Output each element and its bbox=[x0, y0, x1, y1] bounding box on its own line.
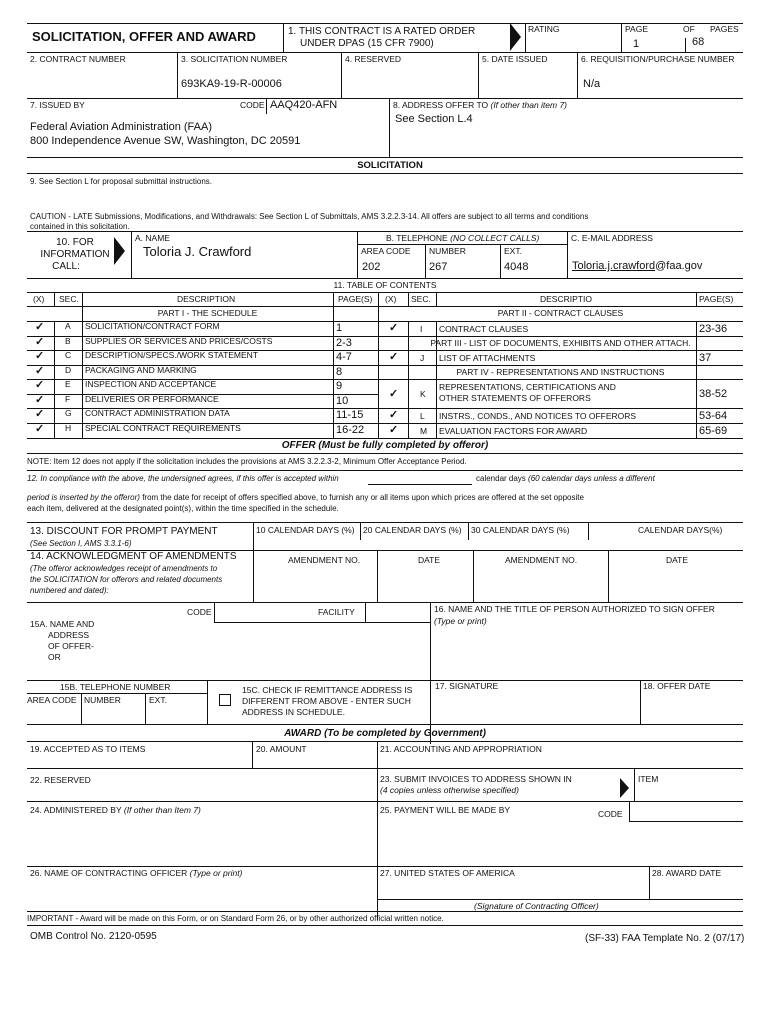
toc-pages-C: 4-7 bbox=[336, 351, 352, 363]
item26-label: 26. NAME OF CONTRACTING OFFICER (Type or print) bbox=[30, 868, 243, 878]
toc-pages-I: 23-36 bbox=[699, 323, 728, 335]
toc-sec-F: F bbox=[65, 394, 71, 404]
toc-sec-C: C bbox=[65, 350, 72, 360]
toc-col-sec-right: SEC. bbox=[411, 294, 431, 304]
toc-sec-A: A bbox=[65, 321, 71, 331]
item16-label: 16. NAME AND THE TITLE OF PERSON AUTHORIZED TO SIGN OFFER bbox=[434, 604, 715, 614]
discount-label: 13. DISCOUNT FOR PROMPT PAYMENT bbox=[30, 526, 218, 537]
discount-note: (See Section I, AMS 3.3.1-6) bbox=[30, 539, 132, 548]
item12-line3: each item, delivered at the designated point(s), within the time specified in the schedule. bbox=[27, 504, 339, 513]
disc-10-label[interactable]: 10 CALENDAR DAYS (%) bbox=[256, 525, 355, 535]
rated-order-label: 1. THIS CONTRACT IS A RATED ORDER bbox=[288, 26, 476, 37]
item12-calendar: calendar days (60 calendar days unless a different bbox=[476, 474, 655, 483]
arrow-right-icon bbox=[114, 237, 125, 265]
facility-label: FACILITY bbox=[318, 607, 355, 617]
solicitation-heading: SOLICITATION bbox=[357, 160, 423, 171]
toc-col-desc: DESCRIPTION bbox=[177, 294, 236, 304]
number-value[interactable]: 267 bbox=[429, 261, 448, 273]
toc-check-L[interactable]: ✓ bbox=[389, 409, 399, 421]
toc-desc-J: LIST OF ATTACHMENTS bbox=[439, 353, 536, 363]
item22-label: 22. RESERVED bbox=[30, 775, 91, 785]
caution-text: CAUTION - LATE Submissions, Modifications, and Withdrawals: See Section L of Submittals, AMS 3.2.2.3-14. All offers are subject to all terms and conditions bbox=[30, 212, 589, 221]
toc-sec-H: H bbox=[65, 423, 72, 433]
remittance-label: 15C. CHECK IF REMITTANCE ADDRESS IS bbox=[242, 685, 413, 695]
area-code-value[interactable]: 202 bbox=[362, 261, 381, 273]
toc-pages-H: 16-22 bbox=[336, 424, 365, 436]
toc-check-G[interactable]: ✓ bbox=[35, 408, 45, 420]
toc-desc-B: SUPPLIES OR SERVICES AND PRICES/COSTS bbox=[85, 336, 273, 346]
pages-value[interactable]: 68 bbox=[692, 36, 705, 48]
item12-text: 12. In compliance with the above, the undersigned agrees, if this offer is accepted within bbox=[27, 474, 339, 483]
toc-col-x-right: (X) bbox=[385, 294, 397, 304]
remittance-label-2: DIFFERENT FROM ABOVE - ENTER SUCH bbox=[242, 696, 411, 706]
toc-pages-D: 8 bbox=[336, 366, 343, 378]
solicitation-number-label: 3. SOLICITATION NUMBER bbox=[181, 54, 288, 64]
toc-check-D[interactable]: ✓ bbox=[35, 365, 45, 377]
date-issued-label: 5. DATE ISSUED bbox=[482, 54, 548, 64]
toc-pages-J: 37 bbox=[699, 352, 712, 364]
of-label: OF bbox=[683, 24, 695, 34]
toc-col-sec: SEC. bbox=[59, 294, 79, 304]
offer-date-label: 18. OFFER DATE bbox=[643, 681, 711, 691]
issued-by-label: 7. ISSUED BY bbox=[30, 100, 85, 110]
toc-pages-A: 1 bbox=[336, 322, 343, 334]
toc-pages-M: 65-69 bbox=[699, 425, 728, 437]
address-offer-value[interactable]: See Section L.4 bbox=[395, 113, 473, 125]
toc-sec-J: J bbox=[420, 353, 425, 363]
toc-desc-K-2: OTHER STATEMENTS OF OFFERORS bbox=[439, 393, 591, 403]
toc-desc-M: EVALUATION FACTORS FOR AWARD bbox=[439, 426, 588, 436]
omb-control: OMB Control No. 2120-0595 bbox=[30, 931, 157, 942]
requisition-number-value[interactable]: N/a bbox=[583, 78, 601, 90]
toc-desc-L: INSTRS., CONDS., AND NOTICES TO OFFERORS bbox=[439, 411, 637, 421]
address-offer-label: 8. ADDRESS OFFER TO (If other than item 7) bbox=[393, 100, 568, 110]
toc-desc-E: INSPECTION AND ACCEPTANCE bbox=[85, 379, 217, 389]
toc-desc-A: SOLICITATION/CONTRACT FORM bbox=[85, 321, 220, 331]
disc-30-label[interactable]: 30 CALENDAR DAYS (%) bbox=[471, 525, 570, 535]
toc-part4: PART IV - REPRESENTATIONS AND INSTRUCTIONS bbox=[456, 367, 665, 377]
info-call-label-2: INFORMATION bbox=[40, 249, 110, 260]
date-label-2: DATE bbox=[666, 555, 689, 565]
toc-check-E[interactable]: ✓ bbox=[35, 379, 45, 391]
offer-note: NOTE: Item 12 does not apply if the solicitation includes the provisions at AMS 3.2.2.3-2, Minimum Offer Acceptance Period. bbox=[27, 457, 467, 466]
toc-desc-C: DESCRIPTION/SPECS./WORK STATEMENT bbox=[85, 350, 259, 360]
toc-desc-G: CONTRACT ADMINISTRATION DATA bbox=[85, 408, 230, 418]
toc-desc-I: CONTRACT CLAUSES bbox=[439, 324, 529, 334]
code-label: CODE bbox=[240, 100, 265, 110]
item27-label: 27. UNITED STATES OF AMERICA bbox=[380, 868, 515, 878]
toc-check-I[interactable]: ✓ bbox=[389, 322, 399, 334]
toc-sec-I: I bbox=[420, 324, 423, 334]
solicitation-number-value[interactable]: 693KA9-19-R-00006 bbox=[181, 78, 282, 90]
item20-label: 20. AMOUNT bbox=[256, 744, 307, 754]
toc-check-H[interactable]: ✓ bbox=[35, 423, 45, 435]
ack-note: (The offeror acknowledges receipt of amendments to bbox=[30, 564, 218, 573]
offer-heading: OFFER (Must be fully completed by offeror) bbox=[281, 440, 489, 451]
agency-address[interactable]: 800 Independence Avenue SW, Washington, DC 20591 bbox=[30, 135, 301, 147]
contact-name[interactable]: Toloria J. Crawford bbox=[143, 244, 252, 259]
pages-label: PAGES bbox=[710, 24, 739, 34]
toc-pages-L: 53-64 bbox=[699, 410, 728, 422]
item23-note: (4 copies unless otherwise specified) bbox=[380, 785, 519, 795]
toc-sec-E: E bbox=[65, 379, 71, 389]
name-address-label-3: OF OFFER- bbox=[48, 641, 94, 651]
toc-check-M[interactable]: ✓ bbox=[389, 424, 399, 436]
rated-order-label-2: UNDER DPAS (15 CFR 7900) bbox=[300, 38, 434, 49]
remittance-label-3: ADDRESS IN SCHEDULE. bbox=[242, 707, 345, 717]
arrow-right-icon bbox=[620, 778, 629, 798]
toc-desc-F: DELIVERIES OR PERFORMANCE bbox=[85, 394, 219, 404]
telephone-number-label: 15B. TELEPHONE NUMBER bbox=[60, 682, 171, 692]
toc-check-K[interactable]: ✓ bbox=[389, 388, 399, 400]
rating-label: RATING bbox=[528, 24, 560, 34]
toc-sec-K: K bbox=[420, 389, 426, 399]
toc-part1: PART I - THE SCHEDULE bbox=[157, 308, 258, 318]
toc-heading: 11. TABLE OF CONTENTS bbox=[333, 280, 437, 290]
item-label: ITEM bbox=[638, 774, 659, 784]
ack-label: 14. ACKNOWLEDGMENT OF AMENDMENTS bbox=[30, 551, 237, 562]
toc-check-A[interactable]: ✓ bbox=[35, 321, 45, 333]
date-label: DATE bbox=[418, 555, 441, 565]
sig-co-label: (Signature of Contracting Officer) bbox=[474, 901, 599, 911]
item9-text: 9. See Section L for proposal submittal instructions. bbox=[30, 177, 213, 186]
toc-part3: PART III - LIST OF DOCUMENTS, EXHIBITS AND OTHER ATTACH. bbox=[430, 338, 691, 348]
ext-label-offer: EXT. bbox=[149, 695, 167, 705]
toc-pages-B: 2-3 bbox=[336, 337, 352, 349]
toc-check-B[interactable]: ✓ bbox=[35, 336, 45, 348]
item19-label: 19. ACCEPTED AS TO ITEMS bbox=[30, 744, 146, 754]
template-id: (SF-33) FAA Template No. 2 (07/17) bbox=[585, 933, 745, 944]
toc-pages-F: 10 bbox=[336, 395, 349, 407]
item23-label: 23. SUBMIT INVOICES TO ADDRESS SHOWN IN bbox=[380, 774, 572, 784]
toc-check-C[interactable]: ✓ bbox=[35, 350, 45, 362]
reserved-label: 4. RESERVED bbox=[345, 54, 402, 64]
area-code-label: AREA CODE bbox=[361, 246, 411, 256]
toc-check-J[interactable]: ✓ bbox=[389, 351, 399, 363]
name-label: A. NAME bbox=[135, 233, 170, 243]
toc-check-F[interactable]: ✓ bbox=[35, 394, 45, 406]
item25-label: 25. PAYMENT WILL BE MADE BY bbox=[380, 805, 511, 815]
item21-label: 21. ACCOUNTING AND APPROPRIATION bbox=[380, 744, 542, 754]
item12-line2: period is inserted by the offeror) from the date for receipt of offers specified above, to furnish any or all items upon which prices are offered at the set opposite bbox=[27, 493, 584, 502]
toc-desc-H: SPECIAL CONTRACT REQUIREMENTS bbox=[85, 423, 241, 433]
page-label: PAGE bbox=[625, 24, 648, 34]
ack-note-3: numbered and dated): bbox=[30, 586, 109, 595]
toc-pages-K: 38-52 bbox=[699, 388, 728, 400]
caution-text-2: contained in this solicitation. bbox=[30, 222, 130, 231]
info-call-label: 10. FOR bbox=[56, 237, 94, 248]
disc-20-label[interactable]: 20 CALENDAR DAYS (%) bbox=[363, 525, 462, 535]
item16-note: (Type or print) bbox=[434, 616, 487, 626]
number-label: NUMBER bbox=[429, 246, 466, 256]
toc-col-x: (X) bbox=[33, 294, 45, 304]
item24-label: 24. ADMINISTERED BY (If other than Item 7) bbox=[30, 805, 201, 815]
important-note: IMPORTANT - Award will be made on this Form, or on Standard Form 26, or by other authorized official written notice. bbox=[27, 914, 444, 923]
toc-col-pages-right: PAGE(S) bbox=[699, 294, 734, 304]
remittance-checkbox[interactable] bbox=[219, 694, 231, 706]
email-label: C. E-MAIL ADDRESS bbox=[571, 233, 653, 243]
ack-note-2: the SOLICITATION for offerors and related documents bbox=[30, 575, 223, 584]
requisition-label: 6. REQUISITION/PURCHASE NUMBER bbox=[581, 54, 735, 64]
name-address-label: 15A. NAME AND bbox=[30, 619, 95, 629]
disc-cal-label[interactable]: CALENDAR DAYS(%) bbox=[638, 525, 723, 535]
area-code-label-offer: AREA CODE bbox=[27, 695, 77, 705]
agency-name[interactable]: Federal Aviation Administration (FAA) bbox=[30, 121, 212, 133]
toc-pages-G: 11-15 bbox=[336, 409, 364, 421]
code-value[interactable]: AAQ420-AFN bbox=[270, 99, 338, 111]
telephone-label: B. TELEPHONE (NO COLLECT CALLS) bbox=[386, 233, 540, 243]
amendment-no-label: AMENDMENT NO. bbox=[288, 555, 361, 565]
item28-label: 28. AWARD DATE bbox=[652, 868, 722, 878]
toc-part2: PART II - CONTRACT CLAUSES bbox=[497, 308, 624, 318]
number-label-offer: NUMBER bbox=[84, 695, 121, 705]
toc-pages-E: 9 bbox=[336, 380, 343, 392]
name-address-label-2: ADDRESS bbox=[48, 630, 90, 640]
toc-col-pages: PAGE(S) bbox=[338, 294, 373, 304]
ext-value[interactable]: 4048 bbox=[504, 261, 529, 273]
toc-desc-K: REPRESENTATIONS, CERTIFICATIONS AND bbox=[439, 382, 616, 392]
toc-sec-D: D bbox=[65, 365, 72, 375]
toc-sec-L: L bbox=[420, 411, 425, 421]
email-value[interactable]: Toloria.j.crawford@faa.gov bbox=[572, 260, 703, 272]
form-title: SOLICITATION, OFFER AND AWARD bbox=[32, 29, 256, 44]
toc-sec-G: G bbox=[65, 408, 72, 418]
contract-number-label: 2. CONTRACT NUMBER bbox=[30, 54, 126, 64]
toc-sec-B: B bbox=[65, 336, 71, 346]
toc-desc-D: PACKAGING AND MARKING bbox=[85, 365, 197, 375]
arrow-right-icon bbox=[510, 23, 521, 51]
name-address-label-4: OR bbox=[48, 652, 61, 662]
code-label-award: CODE bbox=[598, 809, 623, 819]
amendment-no-label-2: AMENDMENT NO. bbox=[505, 555, 578, 565]
award-heading: AWARD (To be completed by Government) bbox=[284, 728, 486, 739]
info-call-label-3: CALL: bbox=[52, 261, 80, 272]
signature-label: 17. SIGNATURE bbox=[435, 681, 499, 691]
toc-sec-M: M bbox=[420, 426, 428, 436]
page-value[interactable]: 1 bbox=[633, 38, 640, 50]
toc-col-desc-right: DESCRIPTIO bbox=[540, 294, 592, 304]
ext-label: EXT. bbox=[504, 246, 522, 256]
code-label-offer: CODE bbox=[187, 607, 212, 617]
